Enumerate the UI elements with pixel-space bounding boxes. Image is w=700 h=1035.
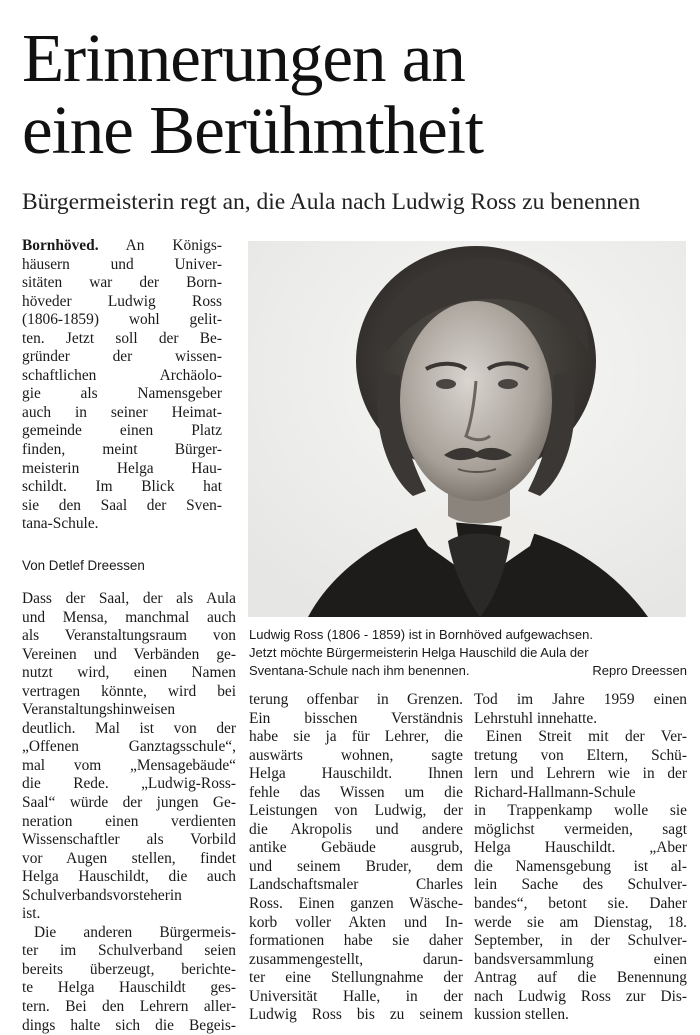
- article-line: fehle das Wissen um die: [249, 783, 463, 801]
- article-column-3: [474, 691, 687, 1025]
- article-line: lein Sache des Schulver-: [474, 876, 687, 894]
- article-line: in Trappenkamp wolle sie: [474, 802, 687, 820]
- article-line: Schulverbandsvorsteherin: [22, 886, 182, 904]
- article-line: terung offenbar in Grenzen.: [249, 691, 463, 708]
- article-line: Leistungen von Ludwig, der: [249, 802, 463, 820]
- lead-paragraph: [22, 237, 222, 534]
- article-line: bandes“, betont sie. Daher: [474, 895, 687, 913]
- article-line: Dass der Saal, der als Aula: [22, 590, 236, 607]
- article-line: deutlich. Mal ist von der: [22, 719, 236, 737]
- article-line: nach Ludwig Ross zur Dis-: [474, 987, 687, 1005]
- article-line: lern und Lehrern wie in der: [474, 765, 687, 783]
- photo-credit: Repro Dreessen: [592, 663, 687, 678]
- article-line: vor Augen stellen, findet: [22, 849, 236, 867]
- article-line: nutzt wird, einen Namen: [22, 664, 236, 682]
- byline: Von Detlef Dreessen: [22, 558, 145, 573]
- portrait-illustration: [248, 241, 686, 617]
- article-line: Richard-Hallmann-Schule: [474, 783, 636, 801]
- article-line: auswärts wohnen, sagte: [249, 746, 463, 764]
- article-line: Tod im Jahre 1959 einen: [474, 691, 687, 708]
- article-line: tern. Bei den Lehrern aller-: [22, 998, 236, 1016]
- article-line: mal vom „Mensagebäude“: [22, 756, 236, 774]
- article-line: Landschaftsmaler Charles: [249, 876, 463, 894]
- lead-line: höveder Ludwig Ross: [22, 292, 222, 310]
- lead-line: gründer der wissen-: [22, 348, 222, 366]
- lead-line: häusern und Univer-: [22, 255, 222, 273]
- article-column-2: [249, 691, 463, 1025]
- lead-line: schildt. Im Blick hat: [22, 478, 222, 496]
- lead-line: sie den Saal der Sven-: [22, 496, 222, 514]
- article-line: te Helga Hauschildt ges-: [22, 979, 236, 997]
- article-line: Helga Hauschildt. Ihnen: [249, 765, 463, 783]
- subheadline: Bürgermeisterin regt an, die Aula nach Ludwig Ross zu benennen: [22, 189, 641, 215]
- article-line: Saal“ würde der jungen Ge-: [22, 794, 236, 812]
- article-line: und seinem Bruder, dem: [249, 857, 463, 875]
- caption-line: Jetzt möchte Bürgermeisterin Helga Hauschild die Aula der: [249, 645, 589, 660]
- lead-line: Bornhöved. An Königs-: [22, 237, 222, 254]
- article-line: die Akropolis und andere: [249, 820, 463, 838]
- article-line: korb voller Akten und In-: [249, 913, 463, 931]
- lead-line: meisterin Helga Hau-: [22, 459, 222, 477]
- photo-caption: [249, 626, 687, 680]
- article-line: tretung von Eltern, Schü-: [474, 746, 687, 764]
- article-line: vertragen könnte, wird bei: [22, 682, 236, 700]
- lead-line: finden, meint Bürger-: [22, 441, 222, 459]
- lead-line: ten. Jetzt soll der Be-: [22, 329, 222, 347]
- article-line: die Rede. „Ludwig-Ross-: [22, 775, 236, 793]
- lead-line: gemeinde einen Platz: [22, 422, 222, 440]
- article-line: habe sie ja für Lehrer, die: [249, 728, 463, 746]
- lead-line: schaftlichen Archäolo-: [22, 366, 222, 384]
- article-line: formationen habe sie daher: [249, 932, 463, 950]
- headline-line-2: eine Berühmtheit: [22, 92, 484, 168]
- article-line: Veranstaltungshinweisen: [22, 701, 176, 719]
- headline: [22, 22, 692, 166]
- article-line: antike Gebäude ausgrub,: [249, 839, 463, 857]
- article-line: September, in der Schulver-: [474, 932, 687, 950]
- caption-line: Sventana-Schule nach ihm benennen.: [249, 663, 470, 678]
- article-line: neration einen verdienten: [22, 812, 236, 830]
- lead-line: (1806-1859) wohl gelit-: [22, 311, 222, 329]
- lead-line: gie als Namensgeber: [22, 385, 222, 403]
- article-line: Ross. Einen ganzen Wäsche-: [249, 895, 463, 913]
- caption-line: Ludwig Ross (1806 - 1859) ist in Bornhöved aufgewachsen.: [249, 627, 593, 642]
- article-line: zusammengestellt, darun-: [249, 950, 463, 968]
- article-line: Ludwig Ross bis zu seinem: [249, 1006, 463, 1024]
- article-line: Die anderen Bürgermeis-: [34, 923, 236, 941]
- article-line: Wissenschaftler als Vorbild: [22, 831, 236, 849]
- article-line: Helga Hauschildt, die auch: [22, 868, 236, 886]
- article-line: Helga Hauschildt. „Aber: [474, 839, 687, 857]
- article-line: Vereinen und Verbänden ge-: [22, 645, 236, 663]
- article-line: ter im Schulverband seien: [22, 942, 236, 960]
- article-line: die Namensgebung ist al-: [474, 857, 687, 875]
- article-line: und Mensa, manchmal auch: [22, 608, 236, 626]
- article-line: als Veranstaltungsraum von: [22, 627, 236, 645]
- article-column-1: [22, 590, 236, 1035]
- article-line: dings halte sich die Begeis-: [22, 1016, 236, 1034]
- article-line: Antrag auf die Benennung: [474, 969, 687, 987]
- article-line: ter eine Stellungnahme der: [249, 969, 463, 987]
- article-line: kussion stellen.: [474, 1006, 569, 1024]
- lead-line: tana-Schule.: [22, 515, 99, 533]
- article-line: Lehrstuhl innehatte.: [474, 709, 598, 727]
- lead-line: auch in seiner Heimat-: [22, 403, 222, 421]
- article-line: möglichst vermeiden, sagt: [474, 820, 687, 838]
- article-line: werde sie am Dienstag, 18.: [474, 913, 687, 931]
- headline-line-1: Erinnerungen an: [22, 20, 465, 96]
- article-line: Ein bisschen Verständnis: [249, 709, 463, 727]
- article-line: Einen Streit mit der Ver-: [486, 728, 687, 746]
- portrait-photo: [248, 241, 686, 617]
- article-line: „Offenen Ganztagsschule“,: [22, 738, 236, 756]
- article-line: Universität Halle, in der: [249, 987, 463, 1005]
- article-line: bandsversammlung einen: [474, 950, 687, 968]
- article-line: bereits überzeugt, berichte-: [22, 960, 236, 978]
- article-line: ist.: [22, 905, 41, 923]
- dateline-place: Bornhöved.: [22, 237, 99, 254]
- lead-line: sitäten war der Born-: [22, 274, 222, 292]
